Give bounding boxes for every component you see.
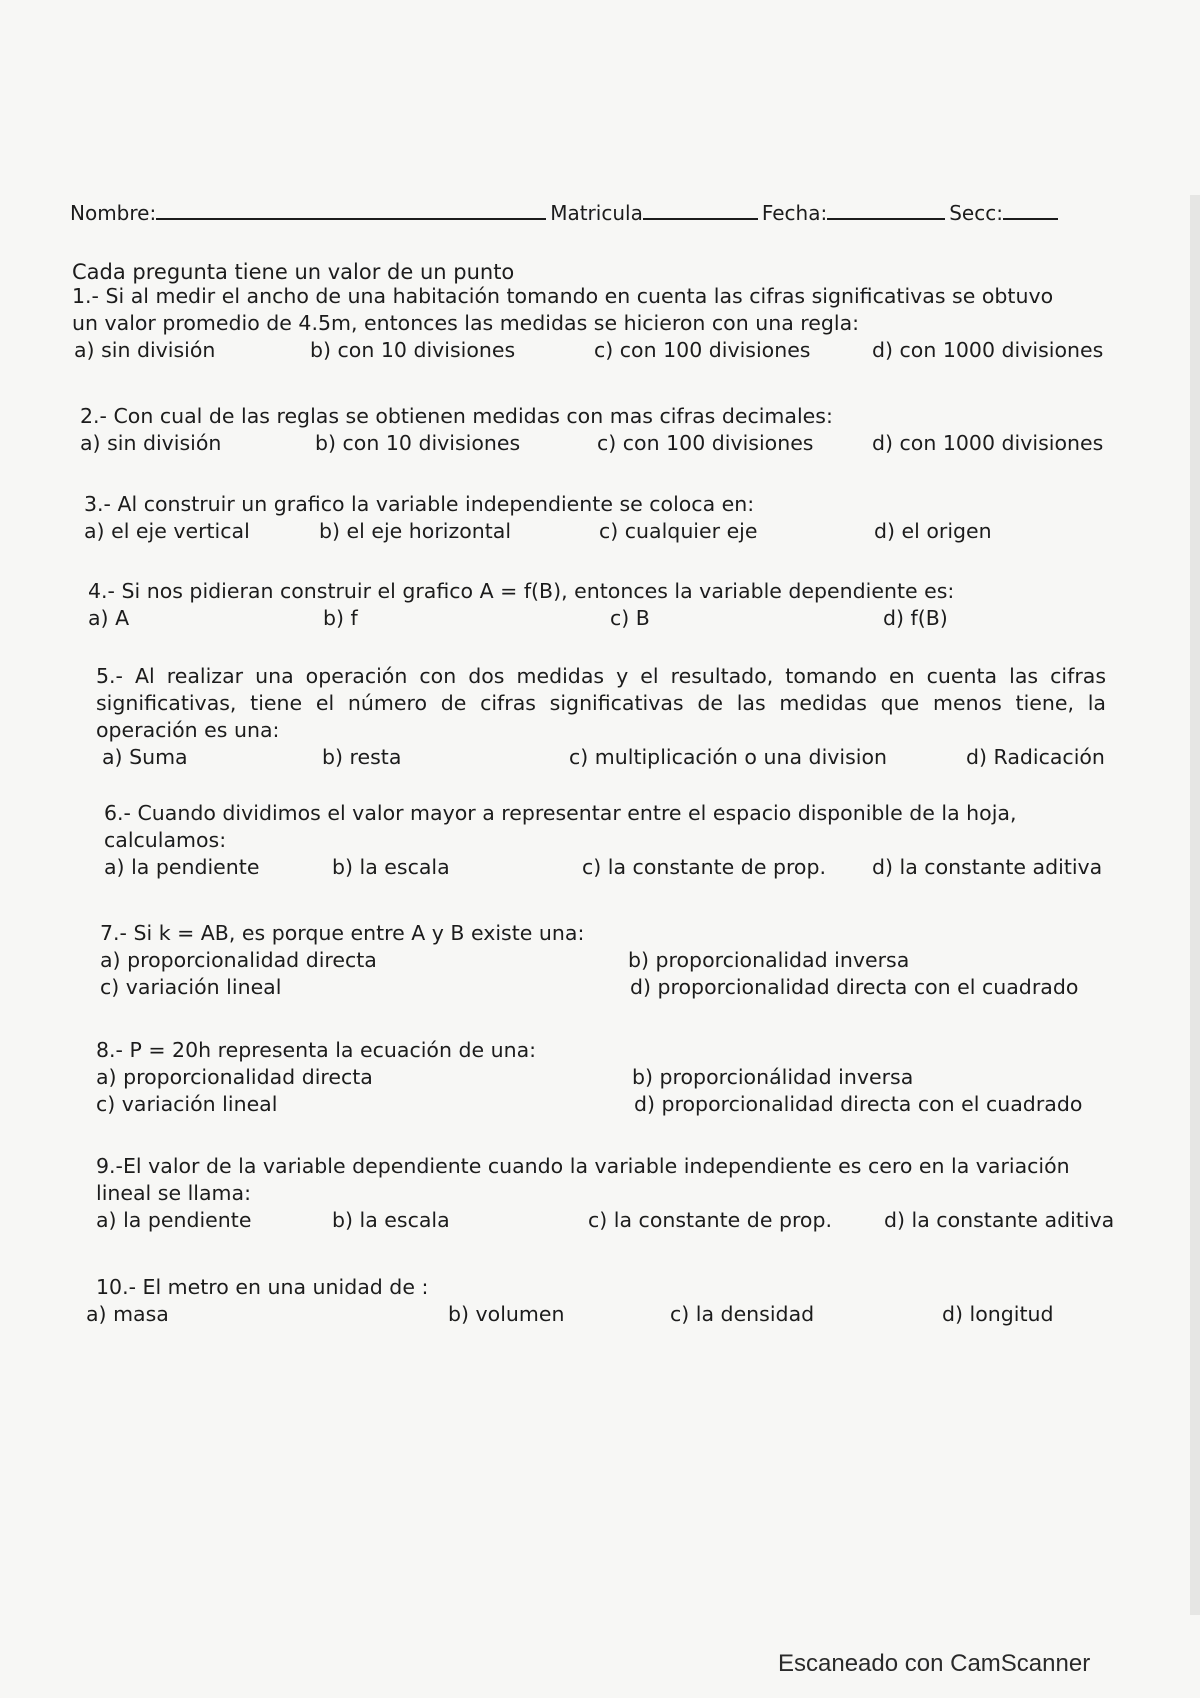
option-c: c) variación lineal bbox=[96, 1092, 278, 1116]
matricula-blank bbox=[643, 200, 758, 220]
option-a: a) sin división bbox=[74, 338, 216, 362]
option-a: a) masa bbox=[86, 1302, 169, 1326]
matricula-label: Matricula bbox=[550, 201, 643, 225]
question-5 bbox=[96, 663, 1106, 771]
fecha-blank bbox=[827, 200, 945, 220]
option-a: a) proporcionalidad directa bbox=[100, 948, 377, 972]
camscanner-watermark: Escaneado con CamScanner bbox=[778, 1650, 1091, 1677]
option-b: b) con 10 divisiones bbox=[315, 431, 521, 455]
option-a: a) proporcionalidad directa bbox=[96, 1065, 373, 1089]
question-10 bbox=[86, 1274, 1096, 1328]
option-d: d) f(B) bbox=[883, 606, 948, 630]
option-b: b) la escala bbox=[332, 1208, 450, 1232]
question-options bbox=[96, 1207, 1115, 1234]
option-d: d) proporcionalidad directa con el cuadrado bbox=[630, 975, 1079, 999]
question-8 bbox=[96, 1037, 1096, 1118]
question-stem: 7.- Si k = AB, es porque entre A y B existe una: bbox=[100, 921, 585, 945]
question-1 bbox=[72, 283, 1104, 364]
student-info-header bbox=[70, 200, 1090, 225]
question-options bbox=[100, 947, 1100, 1001]
option-a: a) la pendiente bbox=[96, 1208, 252, 1232]
question-options bbox=[72, 337, 1104, 364]
name-label: Nombre: bbox=[70, 201, 157, 225]
question-options bbox=[88, 605, 1088, 632]
option-c: c) con 100 divisiones bbox=[594, 338, 811, 362]
question-6 bbox=[104, 800, 1103, 881]
option-a: a) la pendiente bbox=[104, 855, 260, 879]
option-c: c) variación lineal bbox=[100, 975, 282, 999]
option-d: d) el origen bbox=[874, 519, 992, 543]
option-d: d) la constante aditiva bbox=[884, 1208, 1115, 1232]
question-stem: 10.- El metro en una unidad de : bbox=[96, 1275, 429, 1299]
option-d: d) con 1000 divisiones bbox=[872, 431, 1104, 455]
option-c: c) multiplicación o una division bbox=[569, 745, 888, 769]
question-stem: 5.- Al realizar una operación con dos medidas y el resultado, tomando en cuenta las cifras significativas, tiene el número de cifras significativas de las medidas que menos tiene, la operación es una: bbox=[96, 664, 1106, 742]
question-stem: 1.- Si al medir el ancho de una habitación tomando en cuenta las cifras significativas se obtuvo un valor promedio de 4.5m, entonces las medidas se hicieron con una regla: bbox=[72, 284, 1054, 335]
question-2 bbox=[80, 403, 1104, 457]
question-stem: 4.- Si nos pidieran construir el grafico A = f(B), entonces la variable dependiente es: bbox=[88, 579, 955, 603]
option-c: c) la constante de prop. bbox=[582, 855, 827, 879]
question-4 bbox=[88, 578, 1088, 632]
question-options bbox=[96, 1064, 1096, 1118]
option-b: b) la escala bbox=[332, 855, 450, 879]
option-a: a) sin división bbox=[80, 431, 222, 455]
option-c: c) cualquier eje bbox=[599, 519, 758, 543]
secc-blank bbox=[1003, 200, 1058, 220]
question-9 bbox=[96, 1153, 1115, 1234]
question-stem: 9.-El valor de la variable dependiente cuando la variable independiente es cero en la variación lineal se llama: bbox=[96, 1154, 1070, 1205]
question-options bbox=[86, 1301, 1096, 1328]
question-options bbox=[84, 518, 1084, 545]
fecha-label: Fecha: bbox=[761, 201, 828, 225]
question-stem: 2.- Con cual de las reglas se obtienen medidas con mas cifras decimales: bbox=[80, 404, 833, 428]
option-c: c) con 100 divisiones bbox=[597, 431, 814, 455]
option-c: c) la densidad bbox=[670, 1302, 815, 1326]
question-options bbox=[96, 744, 1106, 771]
option-a: a) A bbox=[88, 606, 130, 630]
option-a: a) el eje vertical bbox=[84, 519, 250, 543]
question-options bbox=[104, 854, 1103, 881]
name-blank bbox=[156, 200, 546, 220]
option-b: b) volumen bbox=[448, 1302, 565, 1326]
scan-edge-shadow bbox=[1190, 195, 1200, 1615]
question-options bbox=[80, 430, 1104, 457]
option-b: b) f bbox=[323, 606, 358, 630]
option-a: a) Suma bbox=[102, 745, 188, 769]
option-b: b) el eje horizontal bbox=[319, 519, 512, 543]
option-d: d) la constante aditiva bbox=[872, 855, 1103, 879]
instructions: Cada pregunta tiene un valor de un punto bbox=[72, 260, 515, 284]
question-stem: 6.- Cuando dividimos el valor mayor a representar entre el espacio disponible de la hoja, calculamos: bbox=[104, 801, 1017, 852]
option-d: d) Radicación bbox=[966, 745, 1105, 769]
option-c: c) la constante de prop. bbox=[588, 1208, 833, 1232]
question-3 bbox=[84, 491, 1084, 545]
secc-label: Secc: bbox=[949, 201, 1003, 225]
option-d: d) longitud bbox=[942, 1302, 1054, 1326]
option-b: b) con 10 divisiones bbox=[310, 338, 516, 362]
question-stem: 3.- Al construir un grafico la variable independiente se coloca en: bbox=[84, 492, 755, 516]
option-d: d) con 1000 divisiones bbox=[872, 338, 1104, 362]
option-d: d) proporcionalidad directa con el cuadrado bbox=[634, 1092, 1083, 1116]
question-7 bbox=[100, 920, 1100, 1001]
option-c: c) B bbox=[610, 606, 650, 630]
question-stem: 8.- P = 20h representa la ecuación de una: bbox=[96, 1038, 537, 1062]
option-b: b) proporcionálidad inversa bbox=[632, 1065, 914, 1089]
option-b: b) resta bbox=[322, 745, 402, 769]
option-b: b) proporcionalidad inversa bbox=[628, 948, 910, 972]
